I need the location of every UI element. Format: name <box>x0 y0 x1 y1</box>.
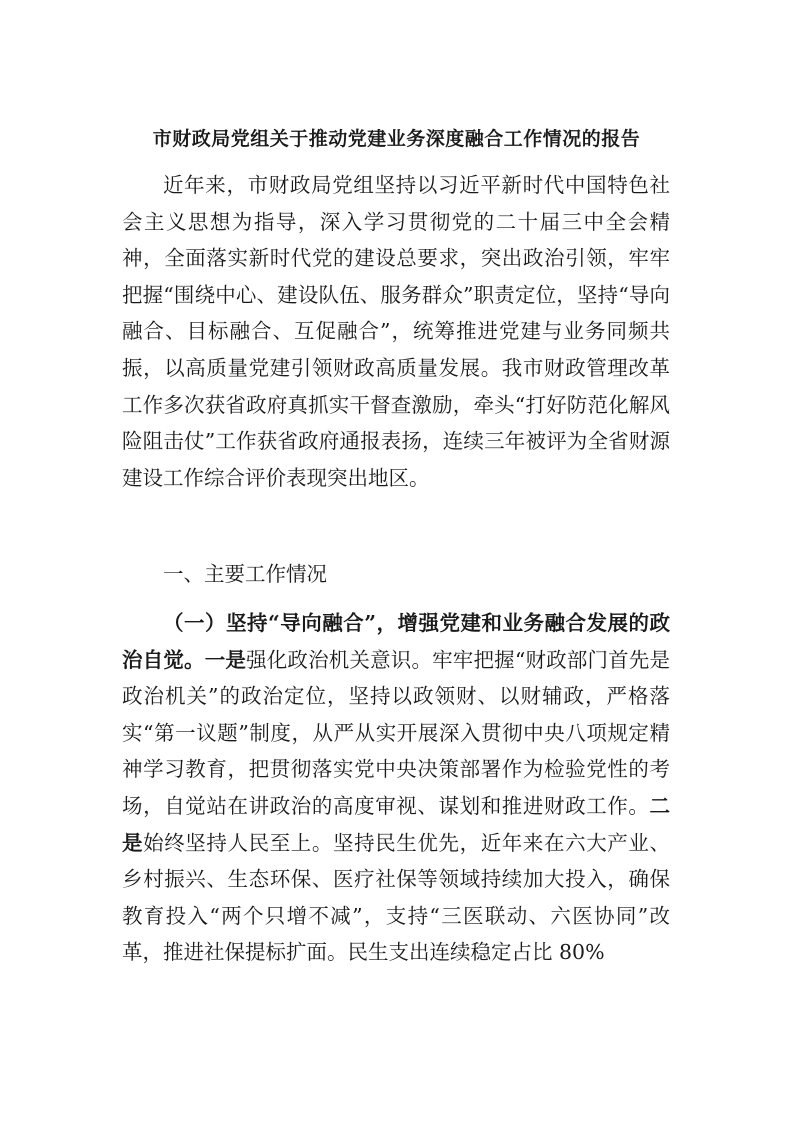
subsection-paragraph <box>122 605 670 971</box>
section-heading: 一、主要工作情况 <box>163 562 327 586</box>
document-title: 市财政局党组关于推动党建业务深度融合工作情况的报告 <box>152 128 641 150</box>
lead-marker-1: 一是 <box>204 647 247 672</box>
body-text-1: 强化政治机关意识。牢牢把握“财政部门首先是政治机关”的政治定位，坚持以政领财、以财辅政，严格落实“第一议题”制度，从严从实开展深入贯彻中央八项规定精神学习教育，把贯彻落实党中央决策部署作为检验党性的考场，自觉站在讲政治的高度审视、谋划和推进财政工作。 <box>122 647 671 818</box>
intro-paragraph: 近年来，市财政局党组坚持以习近平新时代中国特色社会主义思想为指导，深入学习贯彻党的二十届三中全会精神，全面落实新时代党的建设总要求，突出政治引领，牢牢把握“围绕中心、建设队伍、服务群众”职责定位，坚持“导向融合、目标融合、互促融合”，统筹推进党建与业务同频共振，以高质量党建引领财政高质量发展。我市财政管理改革工作多次获省政府真抓实干督查激励，牵头“打好防范化解风险阻击仗”工作获省政府通报表扬，连续三年被评为全省财源建设工作综合评价表现突出地区。 <box>122 173 670 490</box>
body-text-2: 始终坚持人民至上。坚持民生优先，近年来在六大产业、乡村振兴、生态环保、医疗社保等领域持续加大投入，确保教育投入“两个只增不减”，支持“三医联动、六医协同”改革，推进社保提标扩面。民生支出连续稳定占比 80% <box>122 830 671 965</box>
subsection-heading: （一）坚持“导向融合”，增强党建和业务融合发展的政治自觉。 <box>122 611 670 672</box>
lead-marker-2: 二是 <box>122 793 670 855</box>
